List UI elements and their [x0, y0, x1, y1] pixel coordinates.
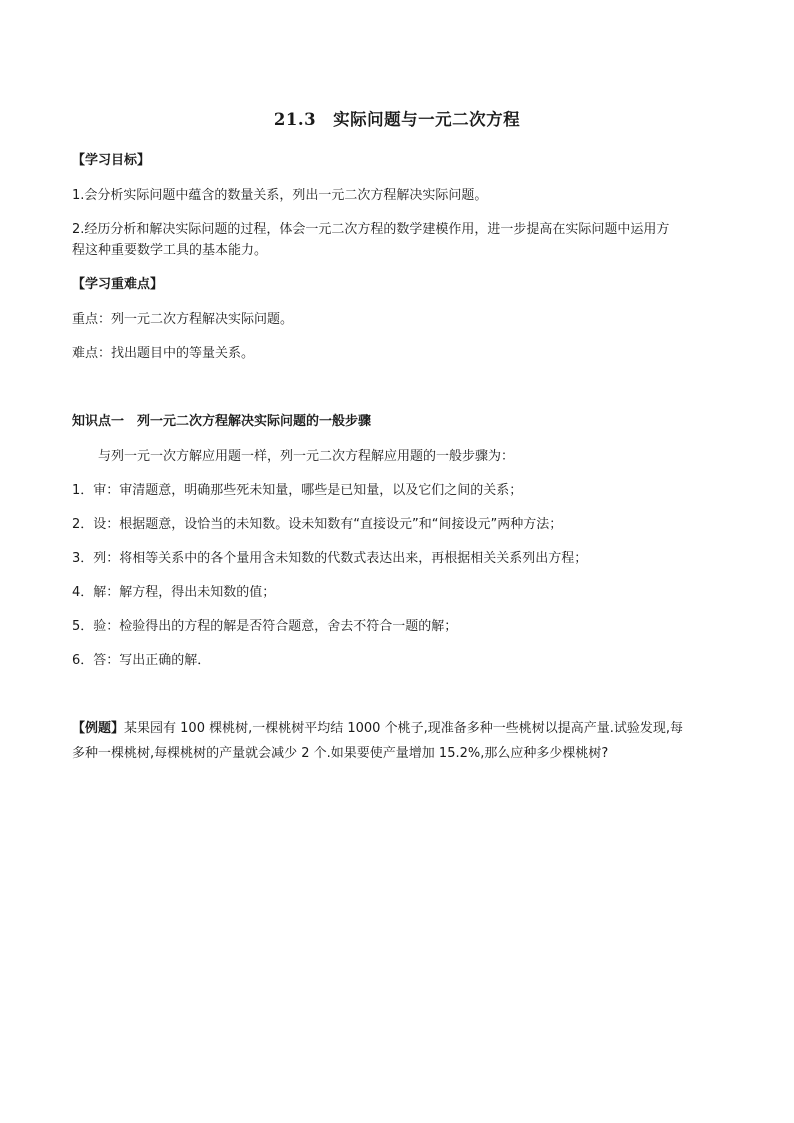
step-4: 4．解：解方程，得出未知数的值；: [72, 585, 276, 600]
difficulty-heading: 【学习重难点】: [72, 277, 164, 292]
example-line-2: 多种一棵桃树,每棵桃树的产量就会减少 2 个.如果要使产量增加 15.2%,那么应种多少棵桃树?: [72, 746, 609, 761]
objective-2-line-1: 2.经历分析和解决实际问题的过程，体会一元二次方程的数学建模作用，进一步提高在实际问题中运用方: [72, 222, 670, 237]
example-line-1: [72, 718, 724, 740]
step-3: 3．列：将相等关系中的各个量用含未知数的代数式表达出来，再根据相关关系列出方程；: [72, 551, 588, 566]
difficult-point: 难点：找出题目中的等量关系。: [72, 346, 255, 361]
example-label: 【例题】: [72, 721, 125, 736]
example-text-1: 某果园有 100 棵桃树,一棵桃树平均结 1000 个桃子,现准备多种一些桃树以提高产量.试验发现,每: [124, 721, 683, 736]
step-6: 6．答：写出正确的解．: [72, 653, 211, 668]
knowledge-heading: 知识点一 列一元二次方程解决实际问题的一般步骤: [72, 414, 372, 429]
key-point: 重点：列一元二次方程解决实际问题。: [72, 312, 294, 327]
step-5: 5．验：检验得出的方程的解是否符合题意，舍去不符合一题的解；: [72, 619, 458, 634]
objectives-heading: 【学习目标】: [72, 153, 151, 168]
knowledge-intro: 与列一元一次方解应用题一样，列一元二次方程解应用题的一般步骤为：: [98, 449, 515, 464]
objective-2-line-2: 程这种重要数学工具的基本能力。: [72, 243, 268, 258]
step-1: 1．审：审清题意，明确那些死未知量，哪些是已知量，以及它们之间的关系；: [72, 483, 523, 498]
objective-1: 1.会分析实际问题中蕴含的数量关系，列出一元二次方程解决实际问题。: [72, 188, 488, 203]
page-title: 21.3 实际问题与一元二次方程: [273, 110, 521, 129]
step-2: 2．设：根据题意，设恰当的未知数。设未知数有“直接设元”和“间接设元”两种方法；: [72, 517, 563, 532]
